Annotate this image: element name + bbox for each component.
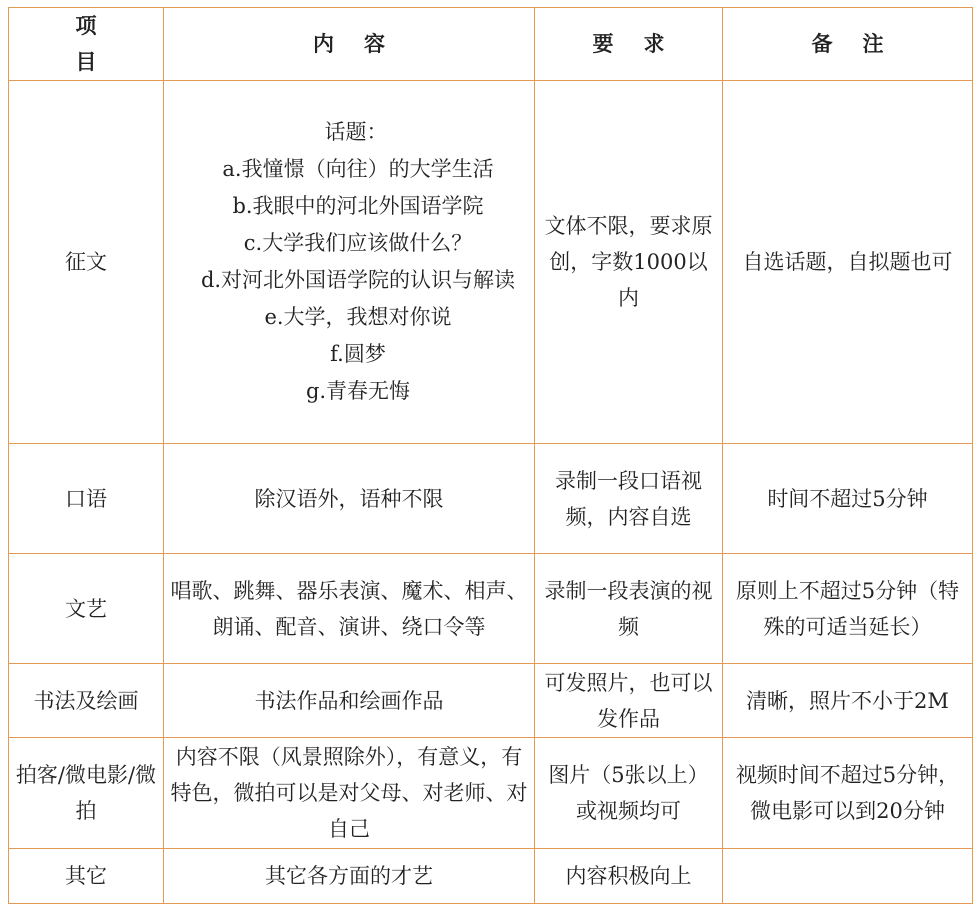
topic-item: a.我憧憬（向往）的大学生活	[222, 157, 494, 181]
row-content: 内容不限（风景照除外），有意义，有特色，微拍可以是对父母、对老师、对自己	[164, 738, 535, 849]
row-note: 原则上不超过5分钟（特殊的可适当延长）	[723, 554, 973, 664]
topic-item: g.青春无悔	[305, 379, 411, 403]
activity-table	[8, 7, 973, 904]
row-note: 清晰，照片不小于2M	[723, 664, 973, 738]
table-row	[9, 664, 973, 738]
row-requirement: 录制一段表演的视频	[535, 554, 723, 664]
row-content: 其它各方面的才艺	[164, 849, 535, 904]
table-row	[9, 849, 973, 904]
row-note: 时间不超过5分钟	[723, 444, 973, 554]
row-item: 文艺	[9, 554, 164, 664]
row-requirement: 图片（5张以上）或视频均可	[535, 738, 723, 849]
row-note	[723, 849, 973, 904]
row-item: 书法及绘画	[9, 664, 164, 738]
topic-item: c.大学我们应该做什么？	[243, 231, 473, 255]
header-note: 备注	[723, 8, 973, 81]
table-row	[9, 444, 973, 554]
table-row	[9, 554, 973, 664]
header-content: 内容	[164, 8, 535, 81]
topic-item: f.圆梦	[330, 342, 386, 366]
topic-item: d.对河北外国语学院的认识与解读	[200, 268, 516, 292]
row-requirement: 录制一段口语视频，内容自选	[535, 444, 723, 554]
table-row	[9, 738, 973, 849]
row-requirement: 文体不限，要求原创，字数1000以内	[535, 81, 723, 444]
table-row	[9, 81, 973, 444]
row-note: 视频时间不超过5分钟，微电影可以到20分钟	[723, 738, 973, 849]
topic-item: b.我眼中的河北外国语学院	[232, 194, 484, 218]
header-row	[9, 8, 973, 81]
topic-list	[164, 81, 535, 444]
row-content: 书法作品和绘画作品	[164, 664, 535, 738]
row-item: 征文	[9, 81, 164, 444]
row-requirement: 可发照片，也可以发作品	[535, 664, 723, 738]
row-content: 唱歌、跳舞、器乐表演、魔术、相声、朗诵、配音、演讲、绕口令等	[164, 554, 535, 664]
header-item: 项目	[9, 8, 164, 81]
header-requirement: 要求	[535, 8, 723, 81]
row-item: 其它	[9, 849, 164, 904]
row-content: 除汉语外，语种不限	[164, 444, 535, 554]
row-requirement: 内容积极向上	[535, 849, 723, 904]
topics-label: 话题：	[324, 120, 388, 144]
row-item: 口语	[9, 444, 164, 554]
row-item: 拍客/微电影/微拍	[9, 738, 164, 849]
row-note: 自选话题，自拟题也可	[723, 81, 973, 444]
topic-item: e.大学，我想对你说	[264, 305, 452, 329]
